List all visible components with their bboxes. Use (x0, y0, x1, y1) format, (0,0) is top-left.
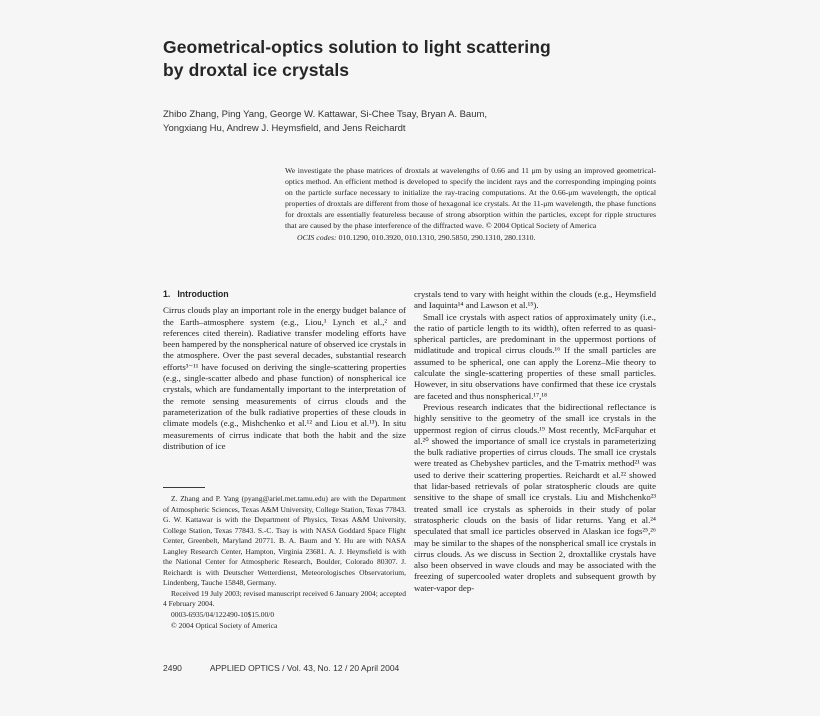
author-list-line1: Zhibo Zhang, Ping Yang, George W. Kattawar, Si-Chee Tsay, Bryan A. Baum, (163, 109, 488, 120)
paper-title-line1: Geometrical-optics solution to light scattering (163, 37, 551, 57)
journal-citation: APPLIED OPTICS / Vol. 43, No. 12 / 20 April 2004 (209, 663, 400, 673)
author-list-line2: Yongxiang Hu, Andrew J. Heymsfield, and Jens Reichardt (163, 122, 406, 134)
footnote-affiliations: Z. Zhang and P. Yang (pyang@ariel.met.tamu.edu) are with the Department of Atmospheric Sciences, Texas A&M University, College Station, Texas 77843. G. W. Kattawar is with the Department of Physics, Texas A&M University, College Station, Texas 77843. S.-C. Tsay is with NASA Goddard Space Flight Center, Greenbelt, Maryland 20771. B. A. Baum and Y. Hu are with NASA Langley Research Center, Hampton, Virginia 23681. A. J. Heymsfield is with the National Center for Atmospheric Research, Boulder, Colorado 80307. J. Reichardt is with Deutscher Wetterdienst, Meteorologisches Observatorium, Lindenberg, Tauche 15848, Germany. (163, 494, 406, 588)
paper-title-line2: by droxtal ice crystals (163, 60, 350, 80)
footnote-divider (163, 487, 205, 488)
page-footer (163, 663, 643, 673)
footnote-block (163, 487, 406, 631)
body-paragraph-previous-research: Previous research indicates that the bidirectional reflectance is highly sensitive to the geometry of the small ice crystals in the uppermost region of cirrus clouds.¹⁹ Most recently, McFarquhar et al.²⁰ showed the importance of small ice crystals in parameterizing the bulk radiative properties of cirrus clouds. The small ice crystals were treated as Chebyshev particles, and the T-matrix method²¹ was used to derive their scattering properties. Reichardt et al.²² showed that lidar-based retrievals of polar stratospheric clouds are quite sensitive to the shape of small ice crystals. Liu and Mishchenko²³ treated small ice crystals as spheroids in their study of polar stratospheric clouds on the basis of lidar returns. Yang et al.²⁴ speculated that small ice particles observed in Alaskan ice fogs²⁵,²⁶ may be similar to the shapes of the nonspherical small ice crystals in cirrus clouds. As we discuss in Section 2, droxtallike crystals have also been observed in wave clouds and may be associated with the freezing of supercooled water droplets and subsequent growth by water-vapor dep- (414, 401, 656, 593)
section-heading-introduction (163, 289, 406, 300)
footnote-copyright: © 2004 Optical Society of America (171, 620, 278, 630)
footnote-received-dates: Received 19 July 2003; revised manuscript received 6 January 2004; accepted 4 February 2004. (163, 588, 406, 609)
intro-paragraph-continuation: crystals tend to vary with height within the clouds (e.g., Heymsfield and Iaquinta¹⁴ and Lawson et al.¹⁵). (414, 289, 656, 311)
section-heading-label: Introduction (177, 289, 229, 299)
footnote-document-code: 0003-6935/04/122490-10$15.00/0 (171, 610, 275, 620)
section-heading-number: 1. (163, 289, 171, 299)
author-list (163, 108, 643, 135)
ocis-codes-line (285, 233, 656, 244)
body-paragraph-small-crystals: Small ice crystals with aspect ratios of approximately unity (i.e., the ratio of particle length to its width), often referred to as quasi-spherical particles, are predominant in the uppermost portions of midlatitude and tropical cirrus clouds.¹⁶ If the small particles are assumed to be spherical, one can apply the Lorenz–Mie theory to calculate the single-scattering properties of these small particles. However, in situ observations have confirmed that these ice crystals are faceted and thus nonspherical.¹⁷,¹⁸ (414, 311, 656, 401)
page-number: 2490 (163, 663, 182, 673)
ocis-codes-values: 010.1290, 010.3920, 010.1310, 290.5850, 290.1310, 280.1310. (338, 233, 536, 243)
body-column-left (163, 289, 406, 452)
abstract-block (285, 166, 656, 244)
body-column-right (414, 289, 656, 594)
paper-title (163, 36, 643, 82)
intro-paragraph-left: Cirrus clouds play an important role in the energy budget balance of the Earth–atmosphere system (e.g., Liou,¹ Lynch et al.,² and references cited therein). Radiative transfer modeling efforts have been hampered by the nonspherical nature of observed ice crystals in the atmosphere. Over the past several decades, substantial research efforts³⁻¹¹ have focused on deriving the single-scattering properties (e.g., single-scatter albedo and phase function) of nonspherical ice crystals, which are fundamentally important to the interpretation of the remote sensing measurements of cirrus clouds and the parameterization of the bulk radiative properties of these clouds in climate models (e.g., Mishchenko et al.¹² and Liou et al.¹³). In situ measurements of cirrus indicate that both the habit and the size distribution of ice (163, 305, 406, 451)
abstract-text: We investigate the phase matrices of droxtals at wavelengths of 0.66 and 11 μm by using an improved geometrical-optics method. An efficient method is developed to specify the incident rays and the corresponding impinging points on the particle surface necessary to initialize the ray-tracing computations. At the 0.66-μm wavelength, the optical properties of droxtals are different from those of hexagonal ice crystals. At the 11-μm wavelength, the phase functions for droxtals are essentially featureless because of strong absorption within the particles, except for ripple structures that are caused by the phase interference of the diffracted wave. © 2004 Optical Society of America (285, 166, 656, 230)
ocis-codes-label: OCIS codes: (297, 233, 337, 243)
